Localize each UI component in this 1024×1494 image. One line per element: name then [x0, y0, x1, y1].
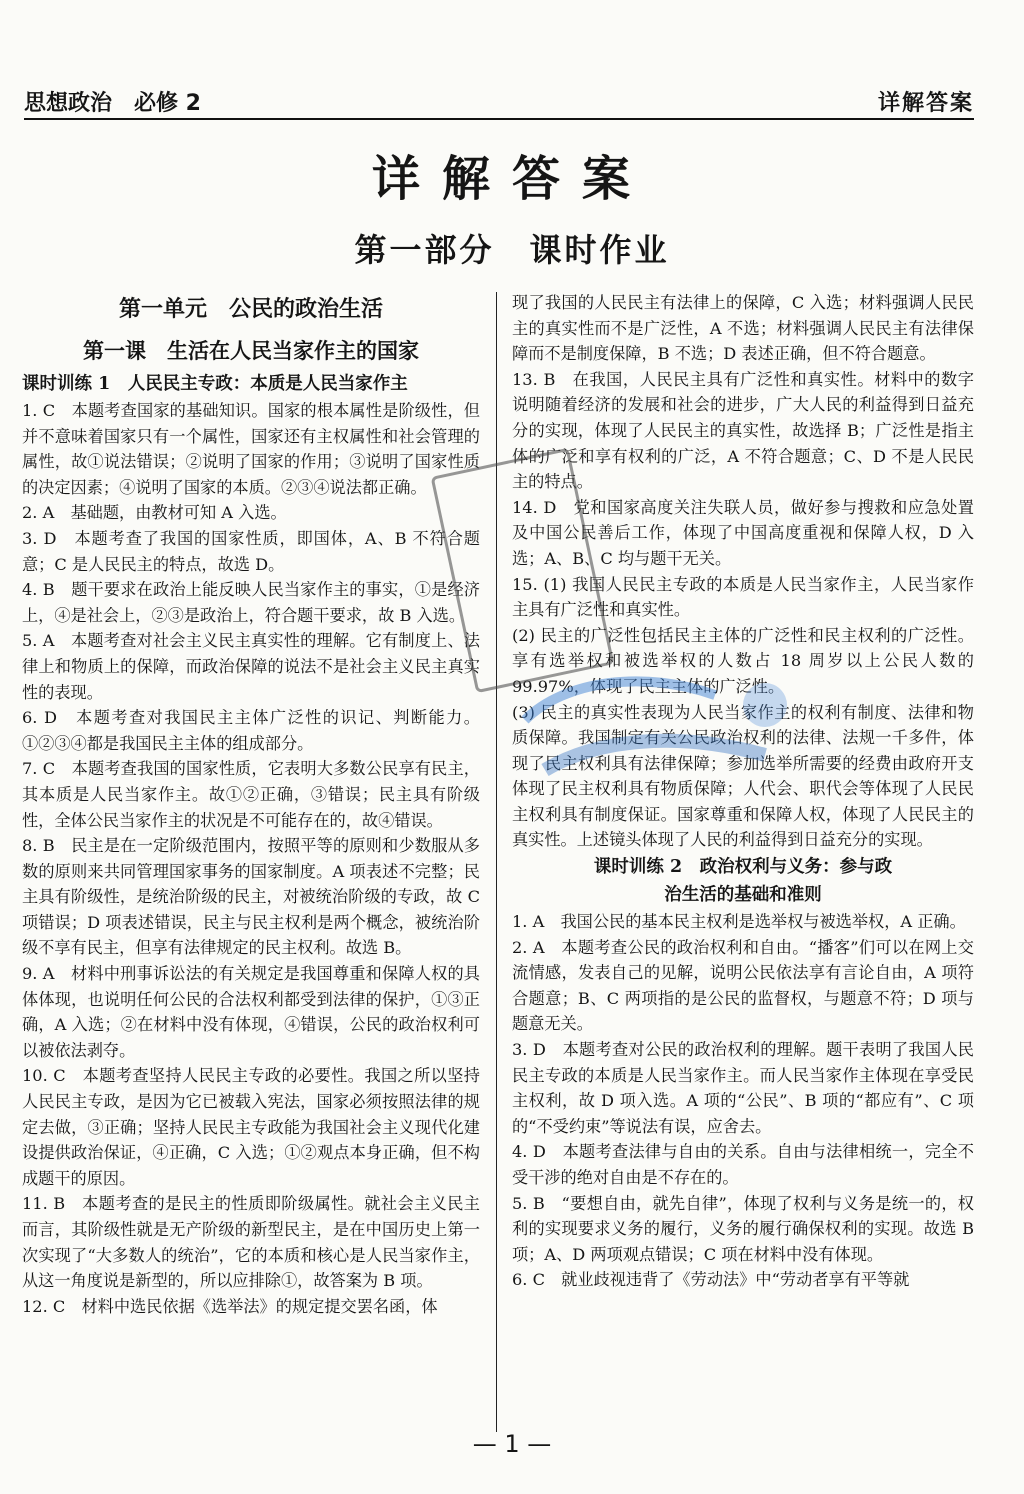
running-header: [24, 86, 974, 120]
answer-item: 11. B 本题考查的是民主的性质即阶级属性。就社会主义民主而言，其阶级性就是无产阶级的新型民主，是在中国历史上第一次实现了“大多数人的统治”，它的本质和核心是人民当家作主，从这一角度说是新型的，所以应排除①，故答案为 B 项。: [22, 1194, 480, 1291]
page-title: 详解答案: [371, 151, 652, 207]
answer-item: 6. D 本题考查对我国民主主体广泛性的识记、判断能力。①②③④都是我国民主主体的组成部分。: [22, 708, 480, 753]
answer-item: 3. D 本题考查对公民的政治权利的理解。题干表明了我国人民民主专政的本质是人民当家作主。而人民当家作主体现在享受民主权利，故 D 项入选。A 项的“公民”、B 项的“都应有”、C 项的“不受约束”等说法有误，应舍去。: [512, 1040, 974, 1136]
answer-item: 15. (1) 我国人民民主专政的本质是人民当家作主，人民当家作主具有广泛性和真实性。: [512, 574, 974, 620]
training-title: 课时训练 1 人民民主专政：本质是人民当家作主: [22, 374, 408, 394]
page-number: — 1 —: [472, 1430, 552, 1458]
answer-item: 6. C 就业歧视违背了《劳动法》中“劳动者享有平等就: [512, 1270, 910, 1290]
answer-item: 现了我国的人民民主有法律上的保障，C 入选；材料强调人民民主的真实性而不是广泛性，A 不选；材料强调人民民主有法律保障而不是制度保障，B 不选；D 表述正确，但不符合题意。: [512, 293, 974, 364]
training-title: 课时训练 2 政治权利与义务：参与政: [593, 857, 893, 878]
answer-item: 14. D 党和国家高度关注失联人员，做好参与搜救和应急处置及中国公民善后工作，体现了中国高度重视和保障人权，D 入选；A、B、C 均与题干无关。: [512, 497, 974, 568]
answer-item: 4. B 题干要求在政治上能反映人民当家作主的事实，①是经济上，④是社会上，②③是政治上，符合题干要求，故 B 入选。: [22, 580, 480, 625]
right-column: [512, 290, 974, 1293]
answer-item: 1. C 本题考查国家的基础知识。国家的根本属性是阶级性，但并不意味着国家只有一个属性，国家还有主权属性和社会管理的属性，故①说法错误；②说明了国家的作用；③说明了国家性质的决定因素；④说明了国家的本质。②③④说法都正确。: [22, 401, 480, 497]
unit-title: 第一单元 公民的政治生活: [118, 296, 383, 322]
answer-item: 9. A 材料中刑事诉讼法的有关规定是我国尊重和保障人权的具体体现，也说明任何公民的合法权利都受到法律的保护，①③正确，A 入选；②在材料中没有体现，④错误，公民的政治权利可以被依法剥夺。: [22, 964, 480, 1060]
answer-item: 5. B “要想自由，就先自律”，体现了权利与义务是统一的，权利的实现要求义务的履行，义务的履行确保权利的实现。故选 B 项；A、D 两项观点错误；C 项在材料中没有体现。: [512, 1193, 974, 1264]
training-title-cont: 治生活的基础和准则: [664, 885, 822, 906]
answer-item: 8. B 民主是在一定阶级范围内，按照平等的原则和少数服从多数的原则来共同管理国家事务的国家制度。A 项表述不完整；民主具有阶级性，是统治阶级的民主，对被统治阶级的专政，故 C 项错误；D 项表述错误，民主与民主权利是两个概念，被统治阶级不享有民主，但享有法律规定的民主权利。故选 B。: [22, 836, 480, 958]
answer-item: 13. B 在我国，人民民主具有广泛性和真实性。材料中的数字说明随着经济的发展和社会的进步，广大人民的利益得到日益充分的实现，体现了人民民主的真实性，故选择 B；广泛性是指主体的广泛和享有权利的广泛，A 不符合题意；C、D 不是人民民主的特点。: [512, 369, 974, 492]
answer-item: 1. A 我国公民的基本民主权利是选举权与被选举权，A 正确。: [512, 912, 966, 932]
answer-item: 3. D 本题考查了我国的国家性质，即国体，A、B 不符合题意；C 是人民民主的特点，故选 D。: [22, 528, 480, 574]
answer-item: 2. A 本题考查公民的政治权利和自由。“播客”们可以在网上交流情感，发表自己的见解，说明公民依法享有言论自由，A 项符合题意；B、C 两项指的是公民的监督权，与题意不符；D 项与题意无关。: [512, 937, 974, 1034]
header-subject: 思想政治 必修 2: [24, 91, 201, 116]
header-section: 详解答案: [877, 91, 974, 116]
answer-item: 5. A 本题考查对社会主义民主真实性的理解。它有制度上、法律上和物质上的保障，而政治保障的说法不是社会主义民主真实性的表现。: [22, 631, 480, 702]
lesson-title: 第一课 生活在人民当家作主的国家: [83, 338, 419, 363]
answer-item: 2. A 基础题，由教材可知 A 入选。: [22, 503, 287, 523]
answer-item: (2) 民主的广泛性包括民主主体的广泛性和民主权利的广泛性。享有选举权和被选举权的人数占 18 周岁以上公民人数的 99.97%，体现了民主主体的广泛性。: [512, 625, 974, 696]
answer-item: 4. D 本题考查法律与自由的关系。自由与法律相统一，完全不受干涉的绝对自由是不存在的。: [512, 1142, 974, 1187]
answer-item: 7. C 本题考查我国的国家性质，它表明大多数公民享有民主，其本质是人民当家作主。故①②正确，③错误；民主具有阶级性，全体公民当家作主的状况是不可能存在的，故④错误。: [22, 759, 480, 830]
part-title: 第一部分 课时作业: [354, 231, 670, 269]
answer-item: 10. C 本题考查坚持人民民主专政的必要性。我国之所以坚持人民民主专政，是因为它已被载入宪法，国家必须按照法律的规定去做，③正确；坚持人民民主专政能为我国社会主义现代化建设提供政治保证，④正确，C 入选；①②观点本身正确，但不构成题干的原因。: [22, 1066, 480, 1188]
left-column: [22, 290, 480, 1319]
answer-item: (3) 民主的真实性表现为人民当家作主的权利有制度、法律和物质保障。我国制定有关公民政治权利的法律、法规一千多件，体现了民主权利具有法律保障；参加选举所需要的经费由政府开支体现了民主权利具有物质保障；人代会、职代会等体现了人民民主权利具有制度保证。国家尊重和保障人权，体现了人民民主的真实性。上述镜头体现了人民的利益得到日益充分的实现。: [512, 702, 974, 850]
answer-item: 12. C 材料中选民依据《选举法》的规定提交罢名函，体: [22, 1296, 438, 1316]
